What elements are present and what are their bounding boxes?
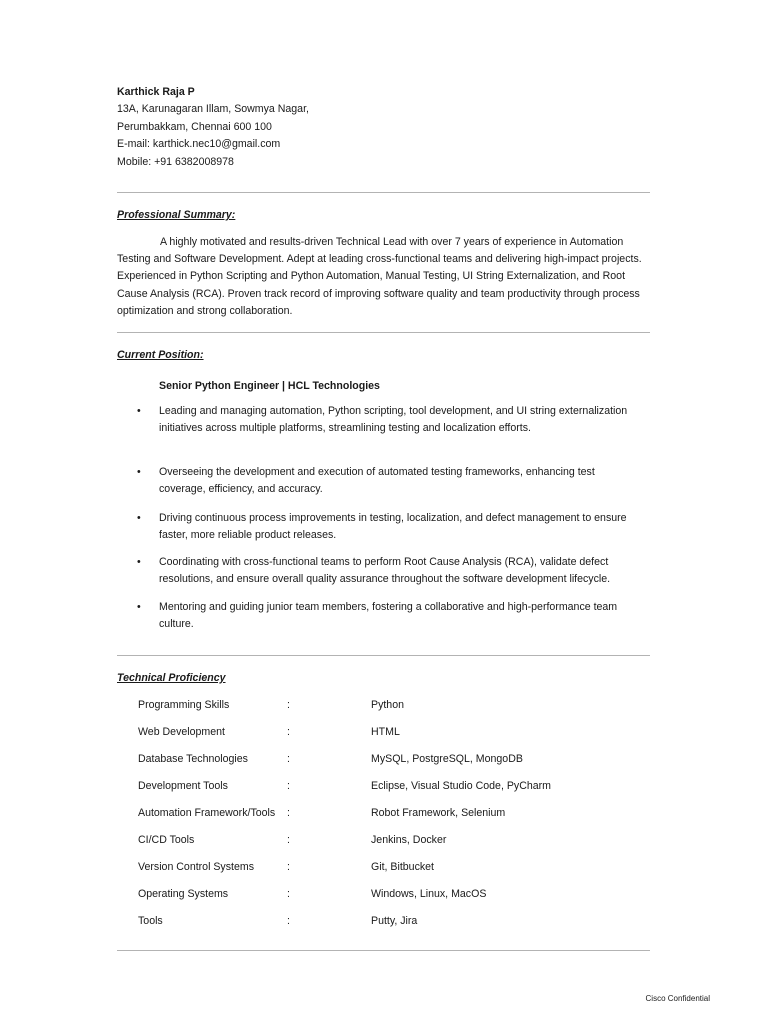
- mobile-line: Mobile: +91 6382008978: [117, 155, 234, 168]
- skill-label: Development Tools: [138, 780, 228, 792]
- skill-value: Jenkins, Docker: [371, 834, 447, 846]
- skill-value: MySQL, PostgreSQL, MongoDB: [371, 753, 523, 765]
- bullet-icon: •: [137, 556, 141, 568]
- skill-label: Database Technologies: [138, 753, 248, 765]
- skill-value: Windows, Linux, MacOS: [371, 888, 487, 900]
- bullet-icon: •: [137, 601, 141, 613]
- table-row: [138, 724, 618, 741]
- divider-skills: [117, 950, 650, 951]
- skill-separator: :: [287, 699, 290, 711]
- divider-contact: [117, 192, 650, 193]
- address-line-2: Perumbakkam, Chennai 600 100: [117, 120, 272, 133]
- skill-value: Robot Framework, Selenium: [371, 807, 506, 819]
- skill-label: Programming Skills: [138, 699, 230, 711]
- skill-separator: :: [287, 888, 290, 900]
- skill-separator: :: [287, 726, 290, 738]
- skill-separator: :: [287, 915, 290, 927]
- candidate-name: Karthick Raja P: [117, 86, 195, 98]
- skill-separator: :: [287, 861, 290, 873]
- role-title: Senior Python Engineer | HCL Technologies: [159, 380, 380, 392]
- table-row: [138, 913, 618, 930]
- table-row: [138, 778, 618, 795]
- divider-position: [117, 655, 650, 656]
- skill-value: Eclipse, Visual Studio Code, PyCharm: [371, 780, 551, 792]
- confidentiality-footer: Cisco Confidential: [645, 994, 710, 1003]
- bullet-icon: •: [137, 405, 141, 417]
- table-row: [138, 832, 618, 849]
- summary-heading: Professional Summary:: [117, 209, 236, 221]
- bullet-icon: •: [137, 466, 141, 478]
- skill-separator: :: [287, 834, 290, 846]
- contact-block: [117, 84, 517, 171]
- skill-label: Operating Systems: [138, 888, 229, 900]
- table-row: [138, 751, 618, 768]
- skill-value: Git, Bitbucket: [371, 861, 434, 873]
- skill-separator: :: [287, 807, 290, 819]
- skill-separator: :: [287, 780, 290, 792]
- table-row: [138, 886, 618, 903]
- email-line: E-mail: karthick.nec10@gmail.com: [117, 138, 281, 151]
- table-row: [138, 805, 618, 822]
- list-item-text: Overseeing the development and execution of automated testing frameworks, enhancing test coverage, efficiency, and accuracy.: [159, 466, 595, 496]
- divider-summary: [117, 332, 650, 333]
- skill-separator: :: [287, 753, 290, 765]
- skill-label: Automation Framework/Tools: [138, 807, 276, 819]
- skill-label: Web Development: [138, 726, 225, 738]
- table-row: [138, 697, 618, 714]
- skill-value: Putty, Jira: [371, 915, 418, 927]
- skill-value: Python: [371, 699, 404, 711]
- skill-label: Version Control Systems: [138, 861, 254, 873]
- skill-value: HTML: [371, 726, 400, 738]
- technical-proficiency-heading: Technical Proficiency: [117, 672, 226, 684]
- skill-label: CI/CD Tools: [138, 834, 195, 846]
- bullet-icon: •: [137, 512, 141, 524]
- table-row: [138, 859, 618, 876]
- summary-section: [117, 234, 653, 320]
- list-item-text: Driving continuous process improvements in testing, localization, and defect management to ensure faster, more reliable product releases.: [159, 512, 627, 542]
- current-position-heading: Current Position:: [117, 349, 204, 361]
- summary-text: A highly motivated and results-driven Technical Lead with over 7 years of experience in Automation Testing and Software Development. Adept at leading cross-functional teams and delivering high-impact projects. Experienced in Python Scripting and Python Automation, Manual Testing, UI String Externalization, and Root Cause Analysis (RCA). Proven track record of improving software quality and team productivity through process optimization and strong collaboration.: [117, 236, 642, 317]
- list-item-text: Coordinating with cross-functional teams to perform Root Cause Analysis (RCA), validate defect resolutions, and ensure overall quality assurance throughout the software development lifecycle.: [159, 556, 611, 586]
- list-item-text: Mentoring and guiding junior team members, fostering a collaborative and high-performance team culture.: [159, 601, 618, 631]
- list-item-text: Leading and managing automation, Python scripting, tool development, and UI string externalization initiatives across multiple platforms, streamlining testing and localization efforts.: [159, 405, 628, 435]
- skill-label: Tools: [138, 915, 163, 927]
- address-line-1: 13A, Karunagaran Illam, Sowmya Nagar,: [117, 103, 309, 116]
